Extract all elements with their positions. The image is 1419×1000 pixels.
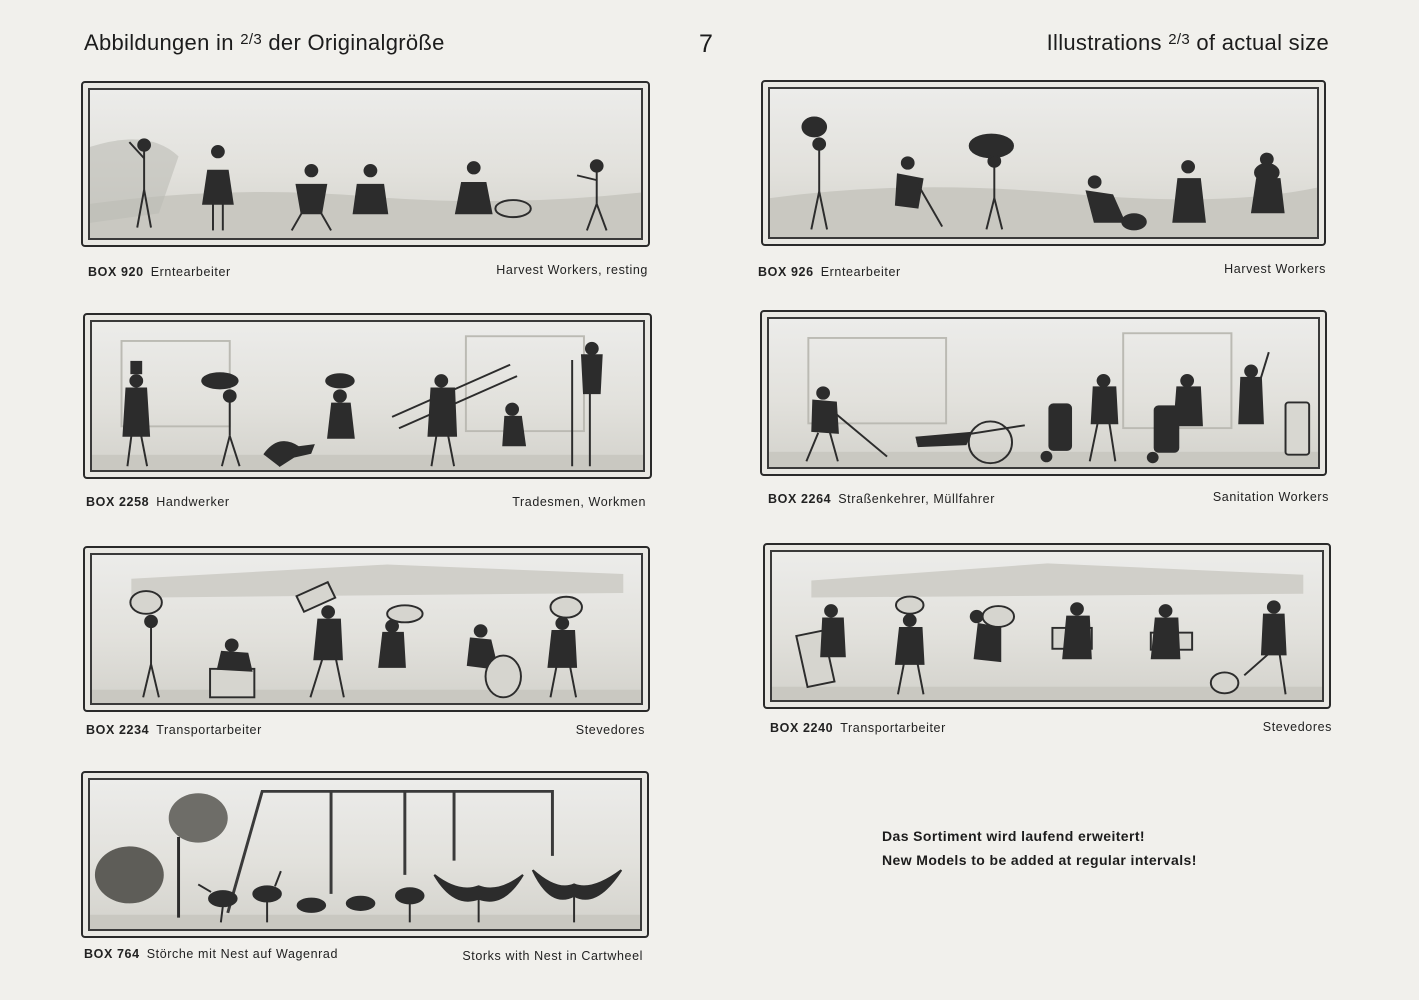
header-left-fraction: 2/3 [240, 31, 262, 48]
box-2264-illustration [760, 310, 1327, 476]
box-2258-name-en: Tradesmen, Workmen [512, 495, 646, 509]
box-764-caption [84, 947, 338, 961]
page-number: 7 [699, 30, 713, 58]
box-2258-illustration [83, 313, 652, 479]
box-920-illustration [81, 81, 650, 247]
notice-line-de: Das Sortiment wird laufend erweitert! [882, 828, 1145, 844]
tradesmen-figures-icon [92, 322, 643, 470]
box-764-name-de: Störche mit Nest auf Wagenrad [146, 947, 339, 961]
assortment-notice [882, 824, 1197, 872]
box-920-name-de: Erntearbeiter [150, 265, 231, 279]
box-920-caption [88, 265, 231, 279]
box-2240-code: BOX 2240 [770, 721, 834, 735]
header-right [1047, 30, 1329, 56]
box-2234-name-en: Stevedores [575, 723, 645, 737]
box-2258-caption [86, 495, 230, 509]
box-2234-illustration [83, 546, 650, 712]
box-926-code: BOX 926 [758, 265, 814, 279]
sanitation-figures-icon [769, 319, 1318, 467]
stevedores-1-figures-icon [92, 555, 641, 703]
header-left-post: der Originalgröße [268, 30, 445, 55]
box-764-illustration [81, 771, 649, 938]
box-2264-caption [768, 492, 995, 506]
box-926-caption [758, 265, 901, 279]
box-920-code: BOX 920 [88, 265, 144, 279]
stevedores-2-figures-icon [772, 552, 1322, 700]
scene-stevedores-2 [770, 550, 1324, 702]
header-right-pre: Illustrations [1046, 30, 1162, 55]
box-2258-name-de: Handwerker [156, 495, 230, 509]
box-2240-caption [770, 721, 946, 735]
storks-nest-figures-icon [90, 780, 640, 929]
box-2240-illustration [763, 543, 1331, 709]
box-2240-name-en: Stevedores [1262, 720, 1332, 734]
header-right-fraction: 2/3 [1168, 31, 1190, 48]
box-926-name-en: Harvest Workers [1224, 262, 1326, 276]
box-2234-code: BOX 2234 [86, 723, 150, 737]
scene-stevedores-1 [90, 553, 643, 705]
box-764-name-en: Storks with Nest in Cartwheel [462, 949, 643, 963]
box-926-illustration [761, 80, 1326, 246]
harvest-resting-figures-icon [90, 90, 641, 238]
notice-line-en: New Models to be added at regular intervals! [882, 852, 1197, 868]
box-764-code: BOX 764 [84, 947, 140, 961]
scene-sanitation [767, 317, 1320, 469]
box-2264-name-de: Straßenkehrer, Müllfahrer [838, 492, 995, 506]
scene-storks [88, 778, 642, 931]
box-2264-code: BOX 2264 [768, 492, 832, 506]
scene-harvest-resting [88, 88, 643, 240]
box-926-name-de: Erntearbeiter [820, 265, 901, 279]
box-2234-caption [86, 723, 262, 737]
scene-harvest-workers [768, 87, 1319, 239]
box-2240-name-de: Transportarbeiter [840, 721, 946, 735]
harvest-workers-figures-icon [770, 89, 1317, 237]
box-2234-name-de: Transportarbeiter [156, 723, 262, 737]
scene-tradesmen [90, 320, 645, 472]
header-left-pre: Abbildungen in [84, 30, 234, 55]
box-2258-code: BOX 2258 [86, 495, 150, 509]
box-920-name-en: Harvest Workers, resting [496, 263, 648, 277]
header-right-post: of actual size [1196, 30, 1329, 55]
box-2264-name-en: Sanitation Workers [1212, 490, 1329, 504]
header-left [84, 30, 445, 56]
